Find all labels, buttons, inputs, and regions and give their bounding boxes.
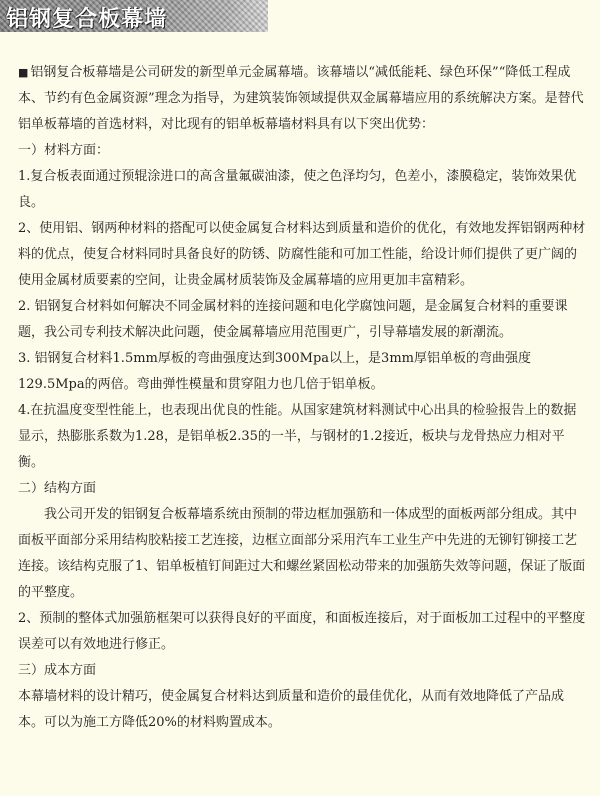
title-banner [0, 0, 268, 32]
structure-item-2: 2、预制的整体式加强筋框架可以获得良好的平面度，和面板连接后，对于面板加工过程中的平整度误差可以有效地进行修正。 [18, 611, 586, 652]
section-heading-cost: 三）成本方面 [18, 663, 97, 678]
intro-text: 铝钢复合板幕墙是公司研发的新型单元金属幕墙。该幕墙以“减低能耗、绿色环保”“降低工程成本、节约有色金属资源”理念为指导，为建筑装饰领域提供双金属幕墙应用的系统解决方案。是替代铝单板幕墙的首选材料，对比现有的铝单板幕墙材料具有以下突出优势： [18, 65, 584, 132]
materials-item-3: 2. 铝钢复合材料如何解决不同金属材料的连接问题和电化学腐蚀问题，是金属复合材料的重要课题，我公司专利技术解决此问题，使金属幕墙应用范围更广，引导幕墙发展的新潮流。 [18, 299, 568, 340]
intro-paragraph [18, 60, 588, 138]
article-body [18, 60, 588, 736]
materials-item-1: 1.复合板表面通过预辊涂进口的高含量氟碳油漆，使之色泽均匀，色差小，漆膜稳定，装饰效果优良。 [18, 169, 577, 210]
materials-item-5: 4.在抗温度变型性能上，也表现出优良的性能。从国家建筑材料测试中心出具的检验报告上的数据显示，热膨胀系数为1.28，是铝单板2.35的一半，与钢材的1.2接近，板块与龙骨热应力相对平衡。 [18, 403, 577, 470]
cost-paragraph: 本幕墙材料的设计精巧，使金属复合材料达到质量和造价的最佳优化，从而有效地降低了产品成本。可以为施工方降低20%的材料购置成本。 [18, 689, 565, 730]
materials-item-4: 3. 铝钢复合材料1.5mm厚板的弯曲强度达到300Mpa以上，是3mm厚铝单板的弯曲强度129.5Mpa的两倍。弯曲弹性模量和贯穿阻力也几倍于铝单板。 [18, 351, 531, 392]
structure-paragraph: 我公司开发的铝钢复合板幕墙系统由预制的带边框加强筋和一体成型的面板两部分组成。其中面板平面部分采用结构胶粘接工艺连接，边框立面部分采用汽车工业生产中先进的无铆钉铆接工艺连接。该结构克服了1、铝单板植钉间距过大和螺丝紧固松动带来的加强筋失效等问题，保证了版面的平整度。 [18, 507, 586, 600]
section-heading-structure: 二）结构方面 [18, 481, 97, 496]
page-title: 铝钢复合板幕墙 [6, 7, 168, 32]
bullet-icon: ■ [18, 66, 29, 79]
section-heading-materials: 一）材料方面： [18, 143, 110, 158]
materials-item-2: 2、使用铝、钢两种材料的搭配可以使金属复合材料达到质量和造价的优化，有效地发挥铝钢两种材料的优点，使复合材料同时具备良好的防锈、防腐性能和可加工性能，给设计师们提供了更广阔的使用金属材质要素的空间，让贵金属材质装饰及金属幕墙的应用更加丰富精彩。 [18, 221, 586, 288]
